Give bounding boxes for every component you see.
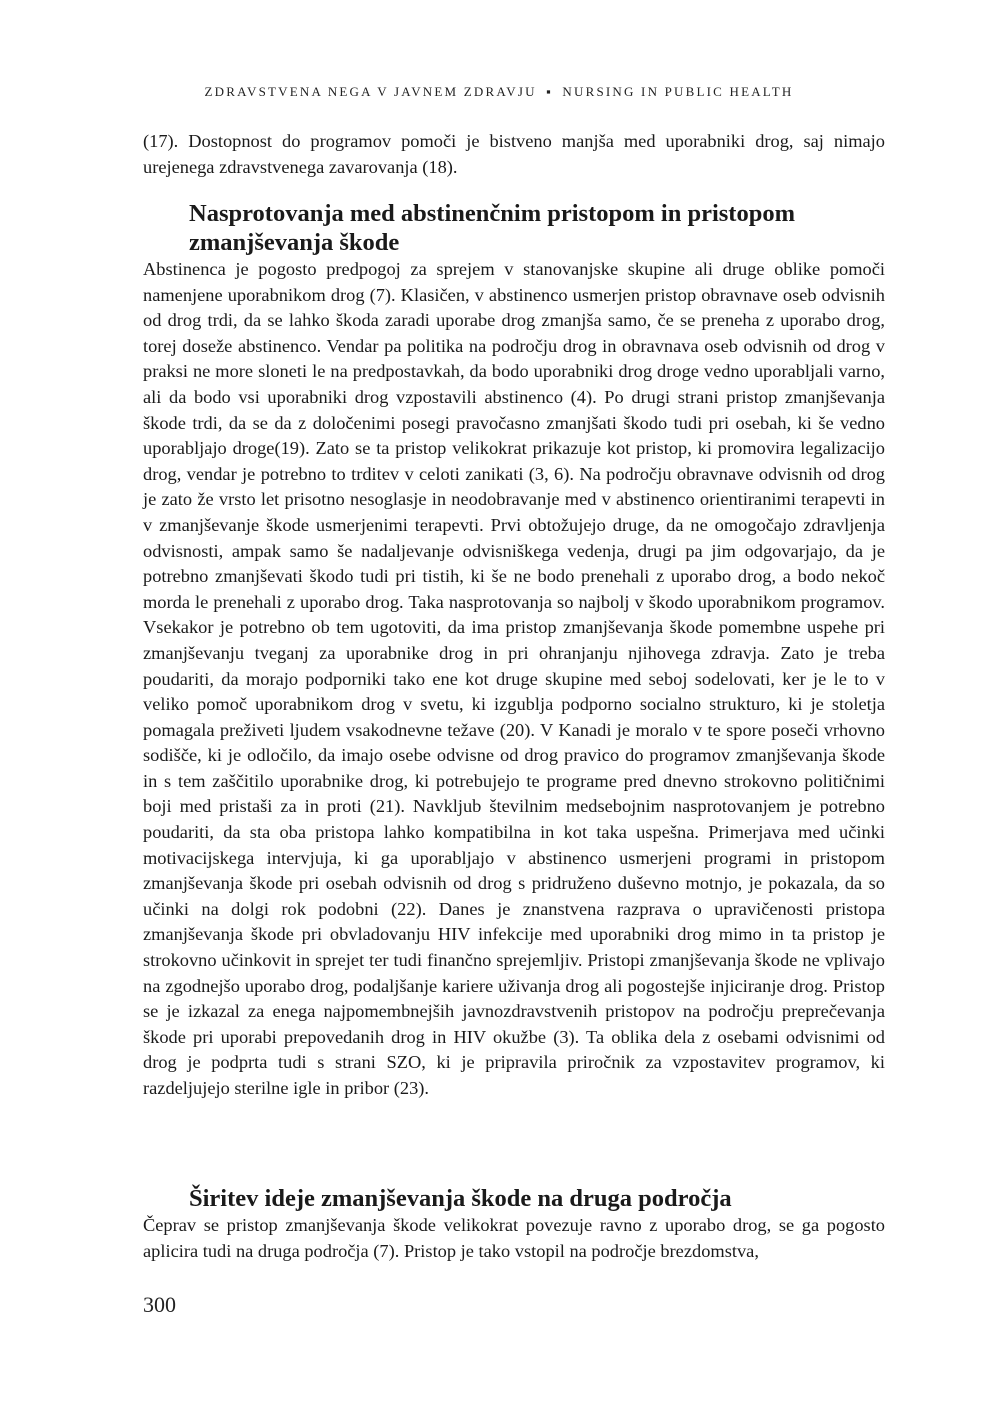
section-spreading-harm-reduction <box>143 1184 885 1264</box>
header-separator: ▪ <box>546 84 553 99</box>
section-heading: Nasprotovanja med abstinenčnim pristopom in pristopom zmanjševanja škode <box>189 200 795 256</box>
intro-paragraph: (17). Dostopnost do programov pomoči je bistveno manjša med uporabniki drog, saj nimajo urejenega zdravstvenega zavarovanja (18). <box>143 131 885 177</box>
running-header <box>0 84 998 100</box>
section-heading: Širitev ideje zmanjševanja škode na druga področja <box>189 1185 732 1212</box>
page-number: 300 <box>143 1292 176 1317</box>
intro-block <box>143 129 885 180</box>
section-harm-reduction-vs-abstinence <box>143 199 885 1102</box>
section-paragraph: Čeprav se pristop zmanjševanja škode velikokrat povezuje ravno z uporabo drog, se ga pogosto aplicira tudi na druga področja (7). Pristop je tako vstopil na področje brezdomstva, <box>143 1215 885 1261</box>
section-paragraph: Abstinenca je pogosto predpogoj za sprejem v stanovanjske skupine ali druge oblike pomoči namenjene uporabnikom drog (7). Klasičen, v abstinenco usmerjen pristop obravnave oseb odvisnih od drog trdi, da se lahko škoda zaradi uporabe drog zmanjša samo, če se preneha z uporabo drog, torej doseže abstinenco. Vendar pa politika na področju drog in obravnava oseb odvisnih od drog v praksi ne more sloneti le na predpostavkah, da bodo uporabniki drog droge vedno uporabljali varno, ali da bodo vsi uporabniki drog vzpostavili abstinenco (4). Po drugi strani pristop zmanjševanja škode trdi, da se da z določenimi posegi pravočasno zmanjšati škodo tudi pri osebah, ki še vedno uporabljajo droge(19). Zato se ta pristop velikokrat prikazuje kot pristop, ki promovira legalizacijo drog, vendar je potrebno to trditev v celoti zanikati (3, 6). Na področju obravnave odvisnih od drog je zato že vrsto let prisotno nesoglasje in neodobravanje med v abstinenco orientiranimi terapevti in v zmanjševanje škode usmerjenimi terapevti. Prvi obtožujejo druge, da ne omogočajo zdravljenja odvisnosti, ampak samo še nadaljevanje odvisniškega vedenja, drugi pa jim odgovarjajo, da je potrebno zmanjševati škodo tudi pri tistih, ki še ne bodo prenehali z uporabo drog, a bodo nekoč morda le prenehali z uporabo drog. Taka nasprotovanja so najbolj v škodo uporabnikom programov. Vsekakor je potrebno ob tem ugotoviti, da ima pristop zmanjševanja škode pomembne uspehe pri zmanjševanju tveganj za uporabnike drog in pri ohranjanju njihovega zdravja. Zato je treba poudariti, da morajo podporniki tako ene kot druge skupine med seboj sodelovati, ker je le to v veliko pomoč uporabnikom drog v svetu, ki izgublja podporno socialno strukturo, ki je stoletja pomagala preživeti ljudem vsakodnevne težave (20). V Kanadi je moralo v te spore poseči vrhovno sodišče, ki je odločilo, da imajo osebe odvisne od drog pravico do programov zmanjševanja škode in s tem zaščitilo uporabnike drog, ki potrebujejo te programe pred dnevno strokovno političnimi boji med pristaši za in proti (21). Navkljub številnim medsebojnim nasprotovanjem je potrebno poudariti, da sta oba pristopa lahko kompatibilna in kot taka uspešna. Primerjava med učinki motivacijskega intervjuja, ki ga uporabljajo v abstinenco usmerjeni programi in pristopom zmanjševanja škode pri osebah odvisnih od drog s pridruženo duševno motnjo, je pokazala, da so učinki na dolgi rok podobni (22). Danes je znanstvena razprava o upravičenosti pristopa zmanjševanja škode pri obvladovanju HIV infekcije med uporabniki drog mimo in ta pristop je strokovno učinkovit in sprejet ter tudi finančno sprejemljiv. Pristopi zmanjševanja škode ne vplivajo na zgodnejšo uporabo drog, podaljšanje kariere uživanja drog ali pogostejše injiciranje drog. Pristop se je izkazal za enega najpomembnejših javnozdravstvenih pristopov na področju preprečevanja škode pri uporabi prepovedanih drog in HIV okužbe (3). Ta oblika dela z osebami odvisnimi od drog je podprta tudi s strani SZO, ki je pripravila priročnik za vzpostavitev programov, ki razdeljujejo sterilne igle in pribor (23). <box>143 259 885 1098</box>
journal-title-english: NURSING IN PUBLIC HEALTH <box>562 84 794 99</box>
journal-title-slovene: ZDRAVSTVENA NEGA V JAVNEM ZDRAVJU <box>204 84 537 99</box>
